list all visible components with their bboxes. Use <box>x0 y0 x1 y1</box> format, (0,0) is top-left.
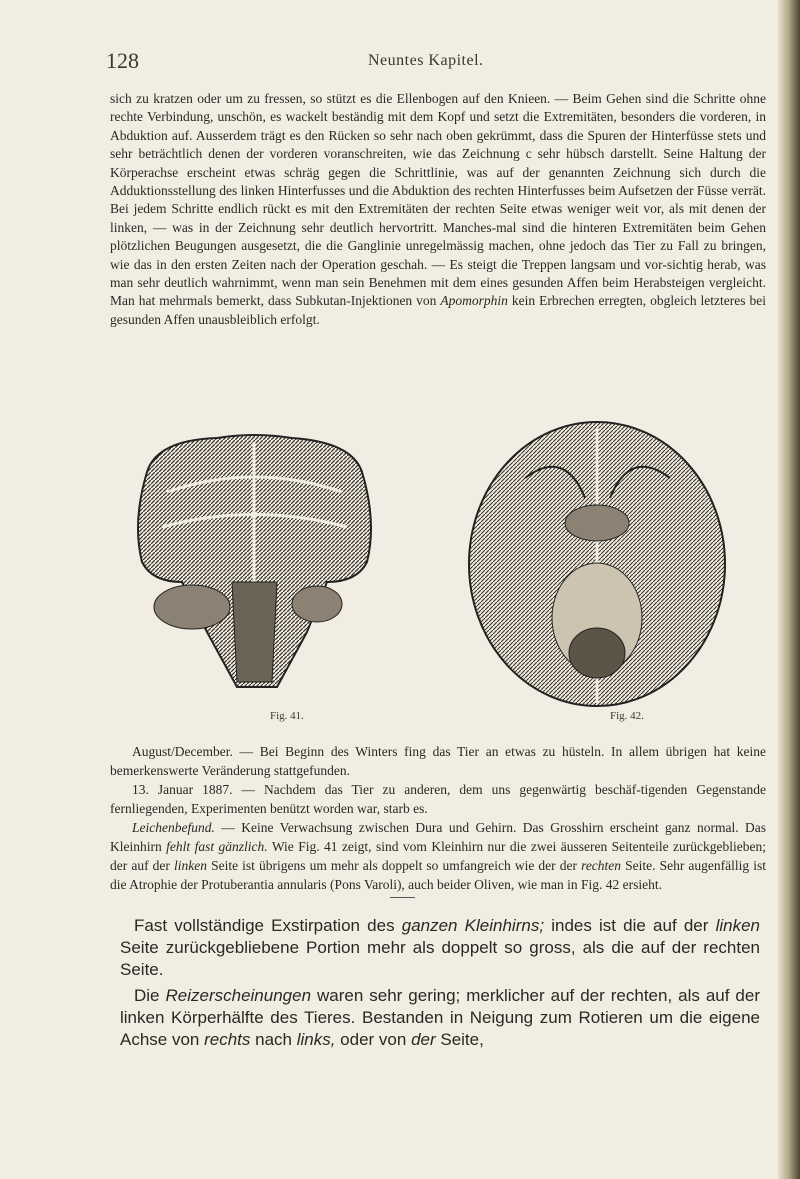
page-header <box>0 48 800 78</box>
emphasis-rechts: rechts <box>204 1030 251 1049</box>
emphasis-linken: linken <box>173 858 207 873</box>
summary-2-c: nach <box>250 1030 297 1049</box>
emphasis-der: der <box>411 1030 436 1049</box>
paragraph-top-text: sich zu kratzen oder um zu fressen, so stützt es die Ellenbogen auf den Knieen. — Beim Gehen sind die Schritte ohne rechte Verbindung, unschön, es wackelt beständig mit dem Kopf und setzt die Extremitäten, besonders die vorderen, in Abduktion auf. Ausserdem trägt es den Rücken so sehr nach oben gekrümmt, dass die Spuren der Hinterfüsse stets und sehr beträchtlich denen der vorderen voranschreiten, wie das Zeichnung c sehr hübsch darstellt. Seine Haltung der Körperachse erscheint etwas schräg gegen die Schrittlinie, was auf der genannten Zeichnung sich durch die Adduktionsstellung des linken Hinterfusses und die Abduktion des rechten Hinterfusses beim Aufsetzen der Füsse verrät. Bei jedem Schritte endlich rückt es mit den Extremitäten der rechten Seite etwas weniger weit vor, als mit denen der linken, — was in der Zeichnung sehr deutlich hervortritt. Manches-mal sind die hinteren Extremitäten beim Gehen plötzlichen Beugungen ausgesetzt, die die Ganglinie unregelmässig machen, ohne jedoch das Tier zu Fall zu bringen, wie das in den ersten Zeiten nach der Operation geschah. — Es steigt die Treppen langsam und vor-sichtig herab, was man sehr deutlich wahrnimmt, wenn man sein Benehmen mit dem eines gesunden Affen beim Herabsteigen vergleicht. Man hat mehrmals bemerkt, dass Subkutan-Injektionen von <box>110 91 766 309</box>
paragraph-leichenbefund <box>110 818 766 894</box>
summary-2-b: waren sehr gering; merklicher auf der rechten, als auf der linken Körperhälfte des Tieres. Bestanden in Neigung zum Rotieren um die eigene Achse von <box>120 986 761 1049</box>
fig42-brain-base-drawing <box>465 418 730 710</box>
section-divider <box>390 897 415 898</box>
apomorphin-term: Apomorphin <box>440 293 508 309</box>
leichenbefund-heading: Leichenbefund. <box>132 820 215 835</box>
observations-text <box>110 742 766 894</box>
fig41-caption: Fig. 41. <box>270 710 304 722</box>
fig41-cerebellum-drawing <box>127 432 382 692</box>
summary-1-c: Seite zurückgebliebene Portion mehr als doppelt so gross, als die auf der rechten Seite. <box>120 938 760 979</box>
summary-2-e: Seite, <box>435 1030 484 1049</box>
paragraph-top <box>110 90 766 329</box>
summary-2-d: oder von <box>335 1030 412 1049</box>
summary-1-b: indes ist die auf der <box>544 916 716 935</box>
emphasis-fehlt: fehlt fast gänzlich. <box>166 839 268 854</box>
paragraph-august: August/December. — Bei Beginn des Winters fing das Tier an etwas zu hüsteln. In allem übrigen hat keine bemerkenswerte Veränderung stattgefunden. <box>110 744 766 778</box>
figures-block <box>0 418 800 736</box>
leichenbefund-text-b: Wie Fig. 41 zeigt, sind vom Kleinhirn nur die zwei äusseren Seitenteile zurückgeblieben; der auf der <box>110 839 767 873</box>
page-number: 128 <box>106 48 139 73</box>
running-head: Neuntes Kapitel. <box>368 52 484 69</box>
emphasis-rechten: rechten <box>581 858 622 873</box>
paragraph-top-end: kein Erbrechen erregten, obgleich letzteres bei gesunden Affen unausbleiblich erfolgt. <box>110 293 766 327</box>
emphasis-links: links, <box>296 1030 336 1049</box>
leichenbefund-text-a: — Keine Verwachsung zwischen Dura und Gehirn. Das Grosshirn erscheint ganz normal. Das Kleinhirn <box>110 820 766 854</box>
emphasis-reizerscheinungen: Reizerscheinungen <box>165 986 312 1005</box>
leichenbefund-text-c: Seite ist übrigens um mehr als doppelt so umfangreich wie der der <box>206 858 582 873</box>
fig42-caption: Fig. 42. <box>610 710 644 722</box>
emphasis-ganzen-kleinhirns: ganzen Kleinhirns; <box>401 916 545 935</box>
summary-1-a: Fast vollständige Exstirpation des <box>134 916 402 935</box>
summary-2-a: Die <box>134 986 166 1005</box>
paragraph-januar: 13. Januar 1887. — Nachdem das Tier zu anderen, dem uns gegenwärtig beschäf-tigenden Gegenstande fernliegenden, Experimenten benützt worden war, starb es. <box>110 782 766 816</box>
summary-paragraph-1 <box>120 915 760 981</box>
leichenbefund-text-d: Seite. Sehr augenfällig ist die Atrophie der Protuberantia annularis (Pons Varoli), auch beider Oliven, wie man in Fig. 42 ersieht. <box>110 858 766 892</box>
summary-paragraph-2 <box>120 985 760 1051</box>
summary-text <box>120 915 760 1055</box>
emphasis-linken-summary: linken <box>715 916 760 935</box>
